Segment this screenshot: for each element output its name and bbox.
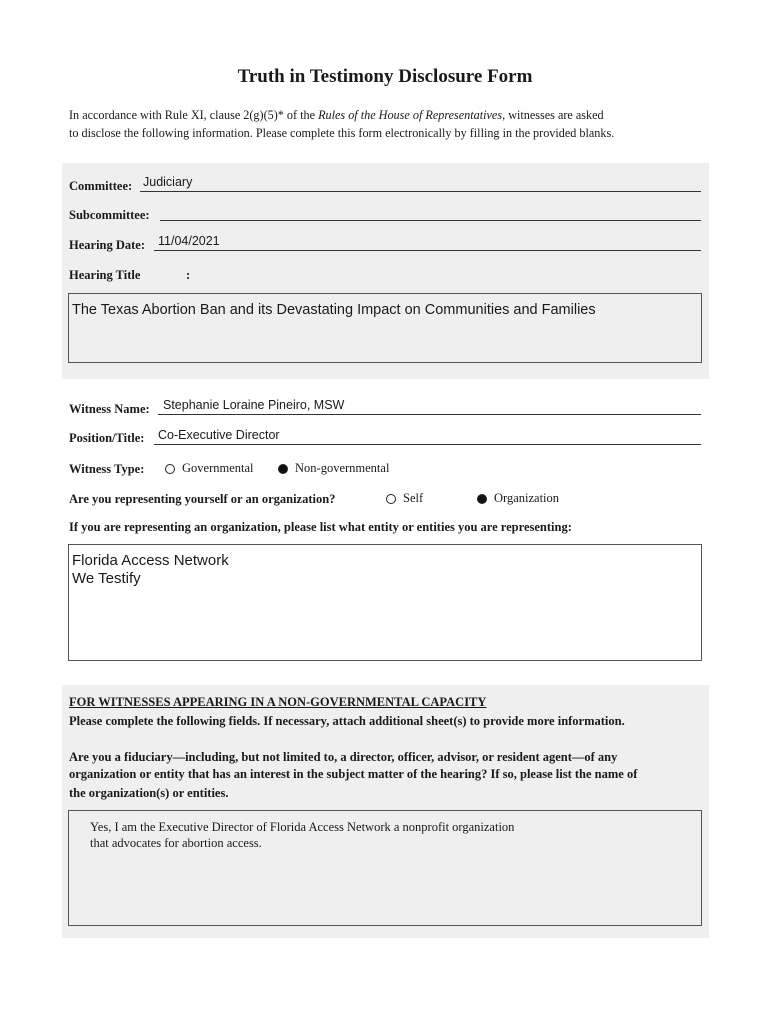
organization-radio[interactable]	[477, 494, 487, 504]
fiduciary-question-line2: organization or entity that has an interest in the subject matter of the hearing? If so, please list the name of	[69, 767, 638, 781]
intro-line1-start: In accordance with Rule XI, clause 2(g)(5)* of the	[69, 108, 319, 122]
hearing-date-field[interactable]: 11/04/2021	[158, 234, 220, 248]
self-option-label: Self	[403, 491, 424, 505]
non-governmental-option-label: Non-governmental	[295, 461, 390, 475]
subcommittee-field-line	[160, 220, 701, 221]
non-governmental-radio[interactable]	[278, 464, 288, 474]
witness-name-field[interactable]: Stephanie Loraine Pineiro, MSW	[163, 398, 345, 412]
intro-line2: to disclose the following information. Please complete this form electronically by filling in the provided blanks.	[69, 126, 615, 140]
subcommittee-field[interactable]	[163, 204, 693, 219]
hearing-title-value: The Texas Abortion Ban and its Devastating Impact on Communities and Families	[72, 302, 596, 318]
committee-field[interactable]: Judiciary	[143, 175, 193, 189]
fiduciary-question-line3: the organization(s) or entities.	[69, 786, 229, 800]
committee-field-line	[140, 191, 701, 192]
governmental-option-label: Governmental	[182, 461, 254, 475]
fiduciary-question-line1: Are you a fiduciary—including, but not limited to, a director, officer, advisor, or resident agent—of any	[69, 750, 618, 764]
self-radio[interactable]	[386, 494, 396, 504]
fiduciary-value: Yes, I am the Executive Director of Florida Access Network a nonprofit organization that advocates for abortion access.	[90, 820, 515, 850]
position-title-label: Position/Title:	[69, 431, 145, 445]
intro-text	[69, 106, 709, 142]
subcommittee-label: Subcommittee:	[69, 208, 150, 222]
nongov-instructions: Please complete the following fields. If necessary, attach additional sheet(s) to provide more information.	[69, 714, 625, 728]
form-title: Truth in Testimony Disclosure Form	[237, 66, 533, 87]
position-title-field-line	[154, 444, 701, 445]
entities-label: If you are representing an organization, please list what entity or entities you are representing:	[69, 520, 572, 534]
hearing-date-field-line	[154, 250, 701, 251]
nongov-heading: FOR WITNESSES APPEARING IN A NON-GOVERNMENTAL CAPACITY	[69, 695, 487, 709]
witness-type-label: Witness Type:	[69, 462, 145, 476]
intro-rules-title: Rules of the House of Representatives	[318, 108, 503, 122]
hearing-title-field[interactable]	[68, 293, 702, 363]
hearing-date-label: Hearing Date:	[69, 238, 146, 252]
witness-name-field-line	[158, 414, 701, 415]
organization-option-label: Organization	[494, 491, 560, 505]
entities-field[interactable]	[68, 544, 702, 661]
position-title-field[interactable]: Co-Executive Director	[158, 428, 280, 442]
hearing-title-colon: :	[186, 268, 191, 282]
fiduciary-field[interactable]	[68, 810, 702, 926]
witness-name-label: Witness Name:	[69, 402, 150, 416]
committee-label: Committee:	[69, 179, 133, 193]
intro-line1-end: , witnesses are asked	[502, 108, 604, 122]
hearing-title-label: Hearing Title	[69, 268, 141, 282]
representing-label: Are you representing yourself or an organization?	[69, 492, 336, 506]
governmental-radio[interactable]	[165, 464, 175, 474]
entities-value: Florida Access Network We Testify	[72, 552, 229, 587]
